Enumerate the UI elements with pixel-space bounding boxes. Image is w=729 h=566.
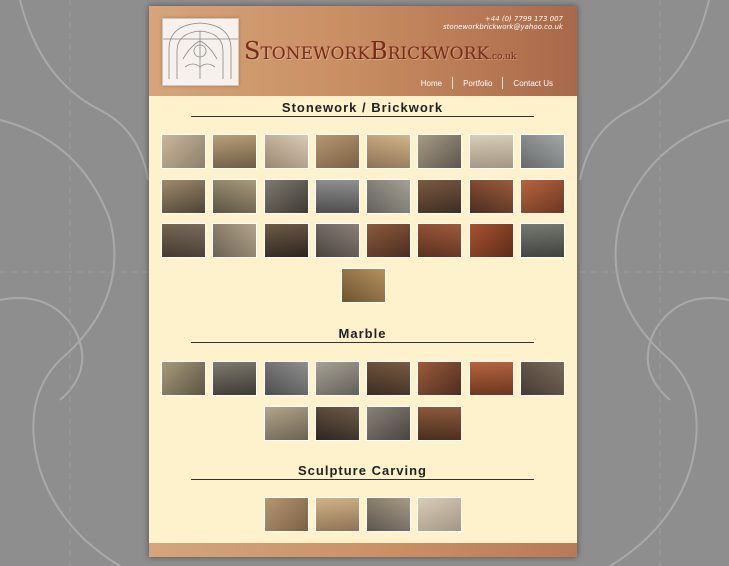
title-initial-s: S (244, 37, 261, 65)
marble-thumbnail[interactable] (264, 361, 309, 396)
marble-thumbnail[interactable] (315, 361, 360, 396)
marble-thumbnail[interactable] (417, 406, 462, 441)
stonework-thumbnail[interactable] (161, 223, 206, 258)
section-title-marble: Marble (191, 326, 534, 343)
marble-thumbnail[interactable] (469, 361, 514, 396)
marble-thumbnail[interactable] (417, 361, 462, 396)
stonework-thumbnail[interactable] (520, 223, 565, 258)
stonework-thumbnail[interactable] (212, 179, 257, 214)
title-tonework: TONEWORK (260, 44, 370, 64)
marble-thumbnail[interactable] (315, 406, 360, 441)
stonework-thumbnail[interactable] (417, 134, 462, 169)
section-title-sculpture: Sculpture Carving (191, 463, 534, 480)
page-container (149, 6, 577, 557)
section-title-stonework: Stonework / Brickwork (191, 100, 534, 117)
stonework-thumbnail[interactable] (341, 268, 386, 303)
gothic-window-logo[interactable] (162, 18, 239, 86)
stonework-thumbnail[interactable] (417, 223, 462, 258)
stonework-thumbnail[interactable] (366, 134, 411, 169)
stonework-thumbnail[interactable] (366, 179, 411, 214)
stonework-thumbnail[interactable] (469, 179, 514, 214)
nav-contact-us[interactable]: Contact Us (513, 78, 553, 88)
stonework-thumbnail[interactable] (315, 134, 360, 169)
stonework-thumbnail[interactable] (520, 134, 565, 169)
stonework-thumbnail[interactable] (417, 179, 462, 214)
stonework-thumbnail[interactable] (212, 134, 257, 169)
sculpture-thumbnail[interactable] (264, 497, 309, 532)
title-rickwork: RICKWORK (387, 44, 490, 64)
stonework-thumbnail[interactable] (469, 223, 514, 258)
site-title[interactable] (244, 37, 516, 67)
marble-thumbnail[interactable] (161, 361, 206, 396)
sculpture-thumbnail[interactable] (366, 497, 411, 532)
sculpture-thumbnail[interactable] (315, 497, 360, 532)
stonework-thumbnail[interactable] (264, 223, 309, 258)
stonework-thumbnail[interactable] (161, 134, 206, 169)
marble-thumbnail[interactable] (366, 361, 411, 396)
stonework-thumbnail[interactable] (469, 134, 514, 169)
stonework-thumbnail[interactable] (212, 223, 257, 258)
phone-number: +44 (0) 7799 173 007 (484, 15, 563, 23)
title-suffix: .co.uk (489, 52, 517, 62)
gothic-arch-icon (163, 19, 238, 85)
title-initial-b: B (369, 37, 388, 65)
stonework-thumbnail[interactable] (264, 179, 309, 214)
marble-thumbnail[interactable] (212, 361, 257, 396)
stonework-thumbnail[interactable] (520, 179, 565, 214)
marble-thumbnail[interactable] (264, 406, 309, 441)
main-nav (411, 76, 563, 90)
nav-portfolio[interactable]: Portfolio (463, 78, 493, 88)
stonework-thumbnail[interactable] (315, 223, 360, 258)
email-address[interactable]: stoneworkbrickwork@yahoo.co.uk (443, 23, 563, 31)
site-header (149, 6, 577, 96)
nav-home[interactable]: Home (420, 78, 443, 88)
contact-info (443, 15, 563, 31)
stonework-thumbnail[interactable] (366, 223, 411, 258)
marble-thumbnail[interactable] (366, 406, 411, 441)
stonework-thumbnail[interactable] (315, 179, 360, 214)
stonework-thumbnail[interactable] (264, 134, 309, 169)
site-footer (149, 543, 577, 557)
sculpture-thumbnail[interactable] (417, 497, 462, 532)
marble-thumbnail[interactable] (520, 361, 565, 396)
stonework-thumbnail[interactable] (161, 179, 206, 214)
